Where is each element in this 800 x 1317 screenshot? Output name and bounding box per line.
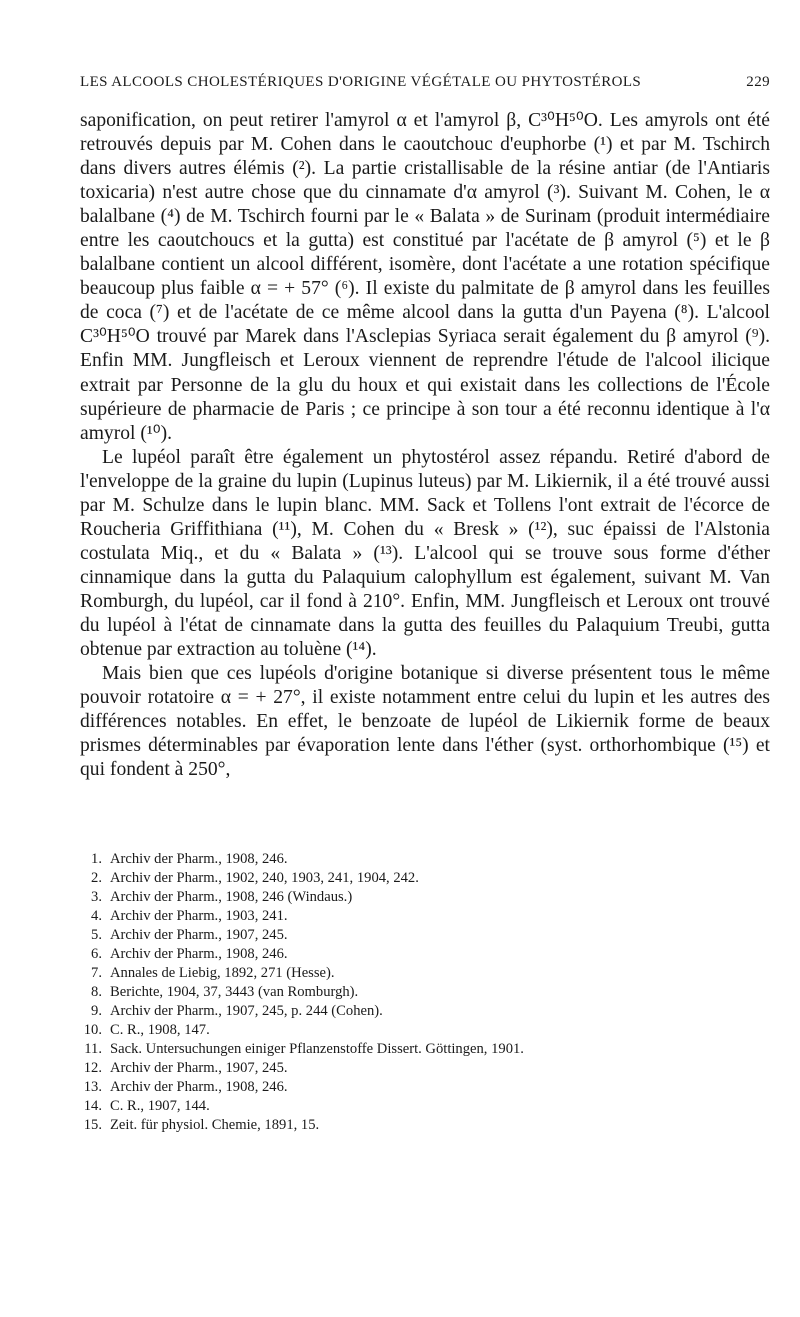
footnote-number: 7. [91, 965, 102, 981]
footnote [80, 1021, 770, 1040]
footnote [80, 926, 770, 945]
footnote [80, 1097, 770, 1116]
footnotes [80, 850, 770, 1135]
footnote-number: 12. [83, 1060, 102, 1076]
footnote [80, 983, 770, 1002]
footnote [80, 869, 770, 888]
footnote-text: Archiv der Pharm., 1907, 245. [110, 1060, 288, 1076]
footnote-number: 3. [91, 889, 102, 905]
footnote [80, 1078, 770, 1097]
footnote-text: Annales de Liebig, 1892, 271 (Hesse). [110, 965, 335, 981]
footnote-text: Archiv der Pharm., 1903, 241. [110, 908, 288, 924]
page-number: 229 [746, 74, 770, 90]
footnote [80, 907, 770, 926]
footnote-number: 10. [83, 1022, 102, 1038]
footnote-number: 15. [83, 1117, 102, 1133]
footnote-number: 9. [91, 1003, 102, 1019]
footnote-number: 6. [91, 946, 102, 962]
footnote-text: Archiv der Pharm., 1908, 246 (Windaus.) [110, 889, 353, 905]
footnote-text: C. R., 1908, 147. [110, 1022, 210, 1038]
running-title: LES ALCOOLS CHOLESTÉRIQUES D'ORIGINE VÉGÉTALE OU PHYTOSTÉROLS [80, 74, 642, 90]
paragraph-lupeol: Le lupéol paraît être également un phytostérol assez répandu. Retiré d'abord de l'enveloppe de la graine du lupin (Lupinus luteus) par M. Likiernik, il a été trouvé aussi par M. Schulze dans le lupin blanc. MM. Sack et Tollens l'ont extrait de l'écorce de Roucheria Griffithiana (¹¹), M. Cohen du « Bresk » (¹²), suc épaissi de l'Alstonia costulata Miq., et du « Balata » (¹³). L'alcool qui se trouve sous forme d'éther cinnamique dans la gutta du Palaquium calophyllum est également, suivant M. Van Romburgh, du lupéol, car il fond à 210°. Enfin, MM. Jungfleisch et Leroux ont trouvé du lupéol à l'état de cinnamate dans la gutta des feuilles du Palaquium Treubi, gutta obtenue par extraction au toluène (¹⁴). [80, 446, 770, 661]
footnote-number: 5. [91, 927, 102, 943]
main-text [80, 109, 770, 782]
running-header [80, 74, 770, 91]
footnote-text: Archiv der Pharm., 1902, 240, 1903, 241, 1904, 242. [110, 870, 419, 886]
footnote-number: 2. [91, 870, 102, 886]
footnote-text: Archiv der Pharm., 1908, 246. [110, 1079, 288, 1095]
footnote [80, 850, 770, 869]
footnote-number: 11. [84, 1041, 102, 1057]
footnote-number: 8. [91, 984, 102, 1000]
footnote-text: Berichte, 1904, 37, 3443 (van Romburgh). [110, 984, 359, 1000]
footnote-text: Zeit. für physiol. Chemie, 1891, 15. [110, 1117, 320, 1133]
footnote-text: C. R., 1907, 144. [110, 1098, 210, 1114]
footnote-text: Archiv der Pharm., 1907, 245. [110, 927, 288, 943]
footnote [80, 1002, 770, 1021]
footnote-text: Archiv der Pharm., 1908, 246. [110, 851, 288, 867]
footnote [80, 888, 770, 907]
footnote-text: Archiv der Pharm., 1907, 245, p. 244 (Cohen). [110, 1003, 383, 1019]
footnote-number: 13. [83, 1079, 102, 1095]
footnote-text: Sack. Untersuchungen einiger Pflanzenstoffe Dissert. Göttingen, 1901. [110, 1041, 524, 1057]
footnote [80, 964, 770, 983]
footnote [80, 1116, 770, 1135]
paragraph-lupeol-differences: Mais bien que ces lupéols d'origine botanique si diverse présentent tous le même pouvoir rotatoire α = + 27°, il existe notamment entre celui du lupin et les autres des différences notables. En effet, le benzoate de lupéol de Likiernik forme de beaux prismes déterminables par évaporation lente dans l'éther (syst. orthorhombique (¹⁵) et qui fondent à 250°, [80, 663, 770, 781]
footnote [80, 1040, 770, 1059]
footnote-number: 4. [91, 908, 102, 924]
footnote-number: 14. [83, 1098, 102, 1114]
footnote-number: 1. [91, 851, 102, 867]
footnote [80, 945, 770, 964]
paragraph-amyrols: saponification, on peut retirer l'amyrol α et l'amyrol β, C³⁰H⁵⁰O. Les amyrols ont été retrouvés depuis par M. Cohen dans le caoutchouc d'euphorbe (¹) et par M. Tschirch dans divers autres élémis (²). La partie cristallisable de la résine antiar (de l'Antiaris toxicaria) n'est autre chose que du cinnamate d'α amyrol (³). Suivant M. Cohen, le α balalbane (⁴) de M. Tschirch fourni par le « Balata » de Surinam (produit intermédiaire entre les caoutchoucs et la gutta) est constitué par l'acétate de β amyrol (⁵) et le β balalbane contient un alcool différent, isomère, dont l'acétate a une rotation spécifique beaucoup plus faible α = + 57° (⁶). Il existe du palmitate de β amyrol dans les feuilles de coca (⁷) et de l'acétate de ce même alcool dans la gutta d'un Payena (⁸). L'alcool C³⁰H⁵⁰O trouvé par Marek dans l'Asclepias Syriaca serait également du β amyrol (⁹). Enfin MM. Jungfleisch et Leroux viennent de reprendre l'étude de l'alcool ilicique extrait par Personne de la glu du houx et qui existait dans les collections de l'École supérieure de pharmacie de Paris ; ce principe à son tour a été reconnu identique à l'α amyrol (¹⁰). [80, 110, 770, 444]
footnote [80, 1059, 770, 1078]
footnote-text: Archiv der Pharm., 1908, 246. [110, 946, 288, 962]
